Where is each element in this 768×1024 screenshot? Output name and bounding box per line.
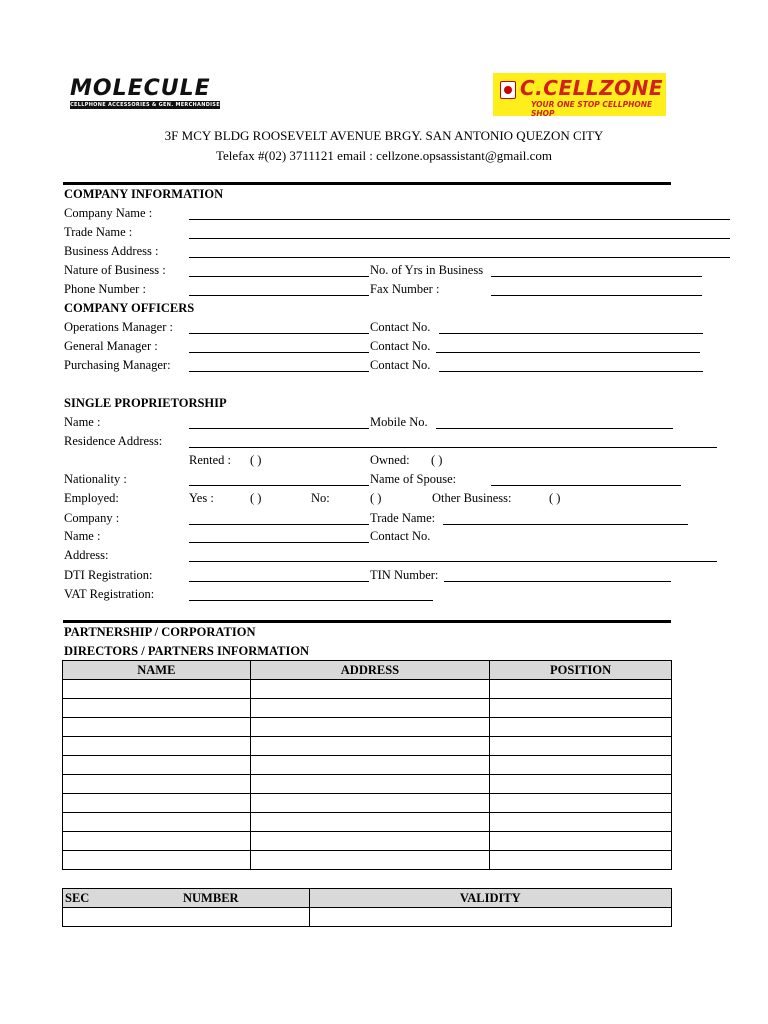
molecule-logo-text: MOLECULE (70, 76, 211, 101)
no-label: No: (311, 491, 330, 505)
address-cell[interactable] (250, 813, 490, 832)
address-cell[interactable] (250, 699, 490, 718)
rented-label: Rented : (189, 453, 232, 467)
years-in-business-field[interactable] (491, 276, 702, 277)
trade-name-label: Trade Name: (370, 511, 436, 525)
owned-checkbox[interactable]: ( ) (431, 453, 443, 467)
name-label: Name : (64, 529, 101, 543)
section-divider (63, 182, 671, 185)
mobile-no-label: Mobile No. (370, 415, 428, 429)
residence-address-field[interactable] (189, 447, 717, 448)
nationality-label: Nationality : (64, 472, 127, 486)
business-address-label: Business Address : (64, 244, 159, 258)
column-header-name: NAME (63, 661, 251, 680)
address-cell[interactable] (250, 718, 490, 737)
directors-table (62, 660, 672, 870)
trade-name-label: Trade Name : (64, 225, 133, 239)
vat-registration-label: VAT Registration: (64, 587, 155, 601)
cellzone-logo (493, 73, 666, 116)
address-cell[interactable] (250, 737, 490, 756)
company-information-heading: COMPANY INFORMATION (64, 187, 224, 201)
contact-no-label: Contact No. (370, 529, 431, 543)
position-cell[interactable] (490, 756, 672, 775)
table-row (63, 680, 672, 699)
employed-label: Employed: (64, 491, 119, 505)
tin-number-field[interactable] (444, 581, 671, 582)
name-label: Name : (64, 415, 101, 429)
name-cell[interactable] (63, 794, 251, 813)
molecule-logo-tagline: CELLPHONE ACCESSORIES & GEN. MERCHANDISE (70, 102, 220, 108)
partnership-corporation-heading: PARTNERSHIP / CORPORATION (64, 625, 256, 639)
position-cell[interactable] (490, 680, 672, 699)
fax-number-label: Fax Number : (370, 282, 440, 296)
table-row (63, 718, 672, 737)
table-row (63, 737, 672, 756)
purchasing-manager-label: Purchasing Manager: (64, 358, 171, 372)
position-cell[interactable] (490, 699, 672, 718)
column-header-position: POSITION (490, 661, 672, 680)
name-cell[interactable] (63, 775, 251, 794)
address-cell[interactable] (250, 756, 490, 775)
sec-table (62, 888, 672, 927)
other-business-label: Other Business: (432, 491, 512, 505)
employer-address-field[interactable] (189, 561, 717, 562)
vat-registration-field[interactable] (189, 600, 433, 601)
position-cell[interactable] (490, 851, 672, 870)
position-cell[interactable] (490, 832, 672, 851)
contact-no-label: Contact No. (370, 358, 431, 372)
column-header-address: ADDRESS (250, 661, 490, 680)
table-row (63, 756, 672, 775)
yes-checkbox[interactable]: ( ) (250, 491, 262, 505)
name-cell[interactable] (63, 756, 251, 775)
molecule-logo (70, 78, 224, 112)
employer-company-field[interactable] (189, 524, 369, 525)
general-manager-field[interactable] (189, 352, 369, 353)
cellphone-icon (500, 81, 516, 99)
purchasing-manager-contact-field[interactable] (439, 371, 703, 372)
name-cell[interactable] (63, 737, 251, 756)
validity-header: VALIDITY (309, 889, 671, 908)
owned-label: Owned: (370, 453, 410, 467)
table-row (63, 813, 672, 832)
table-row (63, 794, 672, 813)
operations-manager-contact-field[interactable] (439, 333, 703, 334)
nature-of-business-label: Nature of Business : (64, 263, 166, 277)
name-cell[interactable] (63, 718, 251, 737)
name-cell[interactable] (63, 813, 251, 832)
sec-label: SEC (65, 891, 90, 905)
name-of-spouse-field[interactable] (491, 485, 681, 486)
name-cell[interactable] (63, 680, 251, 699)
name-cell[interactable] (63, 699, 251, 718)
proprietor-name-field[interactable] (189, 428, 369, 429)
yes-label: Yes : (189, 491, 214, 505)
name-of-spouse-label: Name of Spouse: (370, 472, 457, 486)
company-address: 3F MCY BLDG ROOSEVELT AVENUE BRGY. SAN ANTONIO QUEZON CITY (164, 128, 604, 143)
general-manager-label: General Manager : (64, 339, 158, 353)
trade-name-field[interactable] (189, 238, 730, 239)
address-label: Address: (64, 548, 109, 562)
cellzone-logo-text: C.CELLZONE (520, 76, 664, 100)
employer-name-field[interactable] (189, 542, 369, 543)
contact-no-label: Contact No. (370, 339, 431, 353)
company-name-field[interactable] (189, 219, 730, 220)
operations-manager-label: Operations Manager : (64, 320, 173, 334)
business-address-field[interactable] (189, 257, 730, 258)
name-cell[interactable] (63, 832, 251, 851)
fax-number-field[interactable] (491, 295, 702, 296)
cellzone-logo-tagline: YOUR ONE STOP CELLPHONE SHOP (531, 100, 653, 118)
position-cell[interactable] (490, 813, 672, 832)
table-row (63, 851, 672, 870)
sec-number-header (63, 889, 310, 908)
contact-no-label: Contact No. (370, 320, 431, 334)
mobile-no-field[interactable] (436, 428, 673, 429)
tin-number-label: TIN Number: (370, 568, 439, 582)
number-label: NUMBER (183, 891, 239, 905)
position-cell[interactable] (490, 718, 672, 737)
sec-number-cell[interactable] (63, 908, 310, 927)
position-cell[interactable] (490, 794, 672, 813)
address-cell[interactable] (250, 851, 490, 870)
years-in-business-label: No. of Yrs in Business (370, 263, 484, 277)
validity-cell[interactable] (309, 908, 671, 927)
table-row (63, 832, 672, 851)
position-cell[interactable] (490, 775, 672, 794)
phone-number-label: Phone Number : (64, 282, 146, 296)
directors-partners-heading: DIRECTORS / PARTNERS INFORMATION (64, 644, 310, 658)
nationality-field[interactable] (189, 485, 369, 486)
address-cell[interactable] (250, 832, 490, 851)
position-cell[interactable] (490, 737, 672, 756)
dti-registration-field[interactable] (189, 581, 369, 582)
company-label: Company : (64, 511, 120, 525)
nature-of-business-field[interactable] (189, 276, 369, 277)
residence-address-label: Residence Address: (64, 434, 163, 448)
single-proprietorship-heading: SINGLE PROPRIETORSHIP (64, 396, 227, 410)
employer-trade-name-field[interactable] (443, 524, 688, 525)
dti-registration-label: DTI Registration: (64, 568, 153, 582)
table-row (63, 775, 672, 794)
general-manager-contact-field[interactable] (436, 352, 700, 353)
address-cell[interactable] (250, 775, 490, 794)
operations-manager-field[interactable] (189, 333, 369, 334)
phone-number-field[interactable] (189, 295, 369, 296)
address-cell[interactable] (250, 680, 490, 699)
section-divider (63, 620, 671, 623)
rented-checkbox[interactable]: ( ) (250, 453, 262, 467)
name-cell[interactable] (63, 851, 251, 870)
company-officers-heading: COMPANY OFFICERS (64, 301, 195, 315)
purchasing-manager-field[interactable] (189, 371, 369, 372)
table-row (63, 699, 672, 718)
other-business-checkbox[interactable]: ( ) (549, 491, 561, 505)
address-cell[interactable] (250, 794, 490, 813)
company-contact: Telefax #(02) 3711121 email : cellzone.opsassistant@gmail.com (215, 148, 553, 163)
no-checkbox[interactable]: ( ) (370, 491, 382, 505)
company-name-label: Company Name : (64, 206, 153, 220)
table-row (63, 908, 672, 927)
